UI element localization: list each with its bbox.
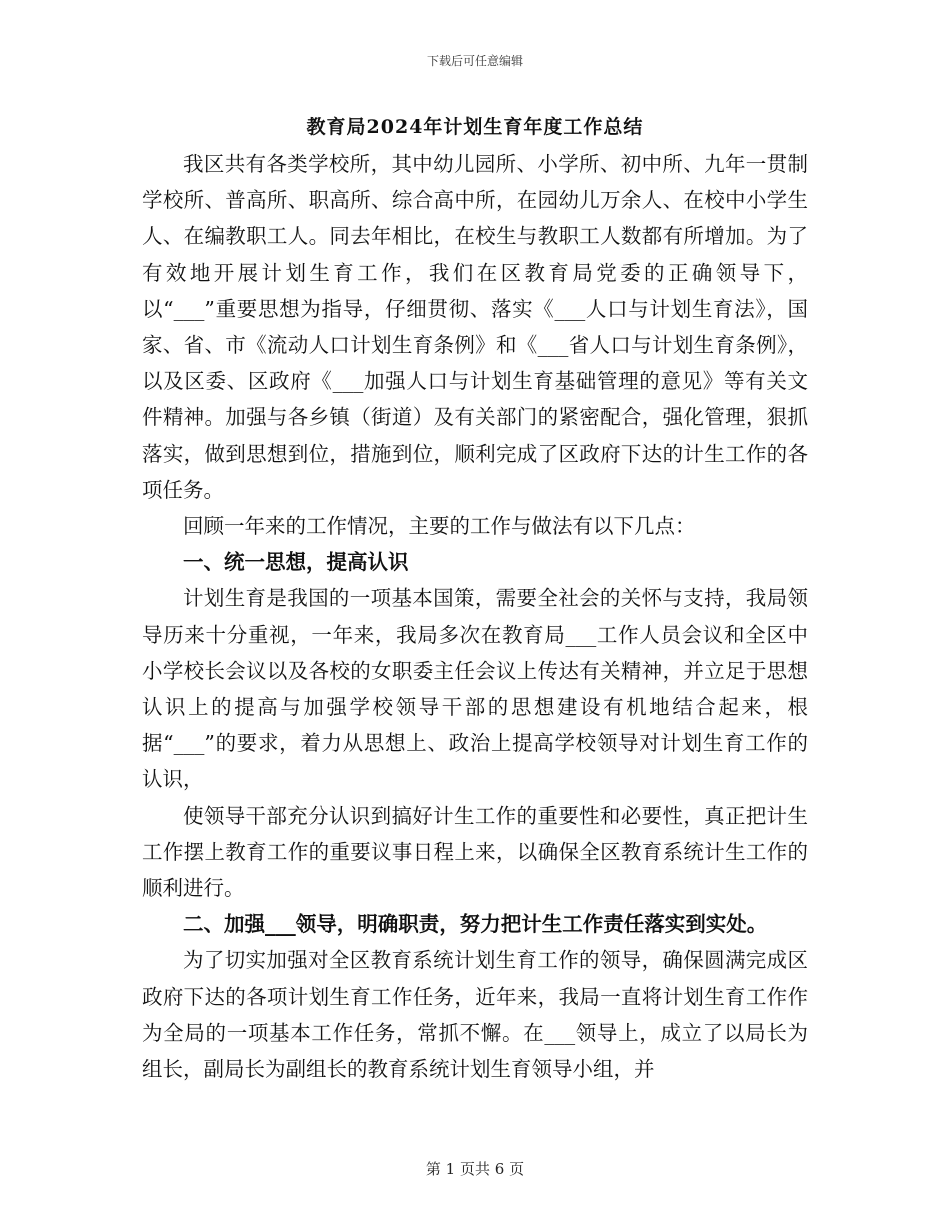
paragraph-overview: 我区共有各类学校所，其中幼儿园所、小学所、初中所、九年一贯制学校所、普高所、职高所、综合高中所，在园幼儿万余人、在校中小学生人、在编教职工人。同去年相比，在校生与教职工人数都有所增加。为了有效地开展计划生育工作，我们在区教育局党委的正确领导下，以“___”重要思想为指导，仔细贯彻、落实《___人口与计划生育法》，国家、省、市《流动人口计划生育条例》和《___省人口与计划生育条例》，以及区委、区政府《___加强人口与计划生育基础管理的意见》等有关文件精神。加强与各乡镇（街道）及有关部门的紧密配合，强化管理，狠抓落实，做到思想到位，措施到位，顺利完成了区政府下达的计生工作的各项任务。	[142, 152, 808, 502]
section-heading-1: 一、统一思想，提高认识	[183, 550, 409, 575]
paragraph-section1-b: 使领导干部充分认识到搞好计生工作的重要性和必要性，真正把计生工作摆上教育工作的重要议事日程上来，以确保全区教育系统计生工作的顺利进行。	[142, 803, 808, 901]
paragraph-review-intro: 回顾一年来的工作情况，主要的工作与做法有以下几点：	[183, 514, 696, 539]
paragraph-section1-a: 计划生育是我国的一项基本国策，需要全社会的关怀与支持，我局领导历来十分重视，一年来，我局多次在教育局___工作人员会议和全区中小学校长会议以及各校的女职委主任会议上传达有关精神，并立足于思想认识上的提高与加强学校领导干部的思想建设有机地结合起来，根据“___”的要求，着力从思想上、政治上提高学校领导对计划生育工作的认识，	[142, 586, 808, 792]
section-heading-2: 二、加强___领导，明确职责，努力把计生工作责任落实到实处。	[183, 912, 768, 937]
page-header-note: 下载后可任意编辑	[426, 54, 523, 68]
paragraph-section2-a: 为了切实加强对全区教育系统计划生育工作的领导，确保圆满完成区政府下达的各项计划生育工作任务，近年来，我局一直将计划生育工作作为全局的一项基本工作任务，常抓不懈。在___领导上，成立了以局长为组长，副局长为副组长的教育系统计划生育领导小组，并	[142, 948, 808, 1082]
document-body	[142, 146, 808, 1087]
page-number-footer: 第 1 页共 6 页	[425, 1160, 525, 1178]
document-title: 教育局2024年计划生育年度工作总结	[306, 116, 644, 138]
